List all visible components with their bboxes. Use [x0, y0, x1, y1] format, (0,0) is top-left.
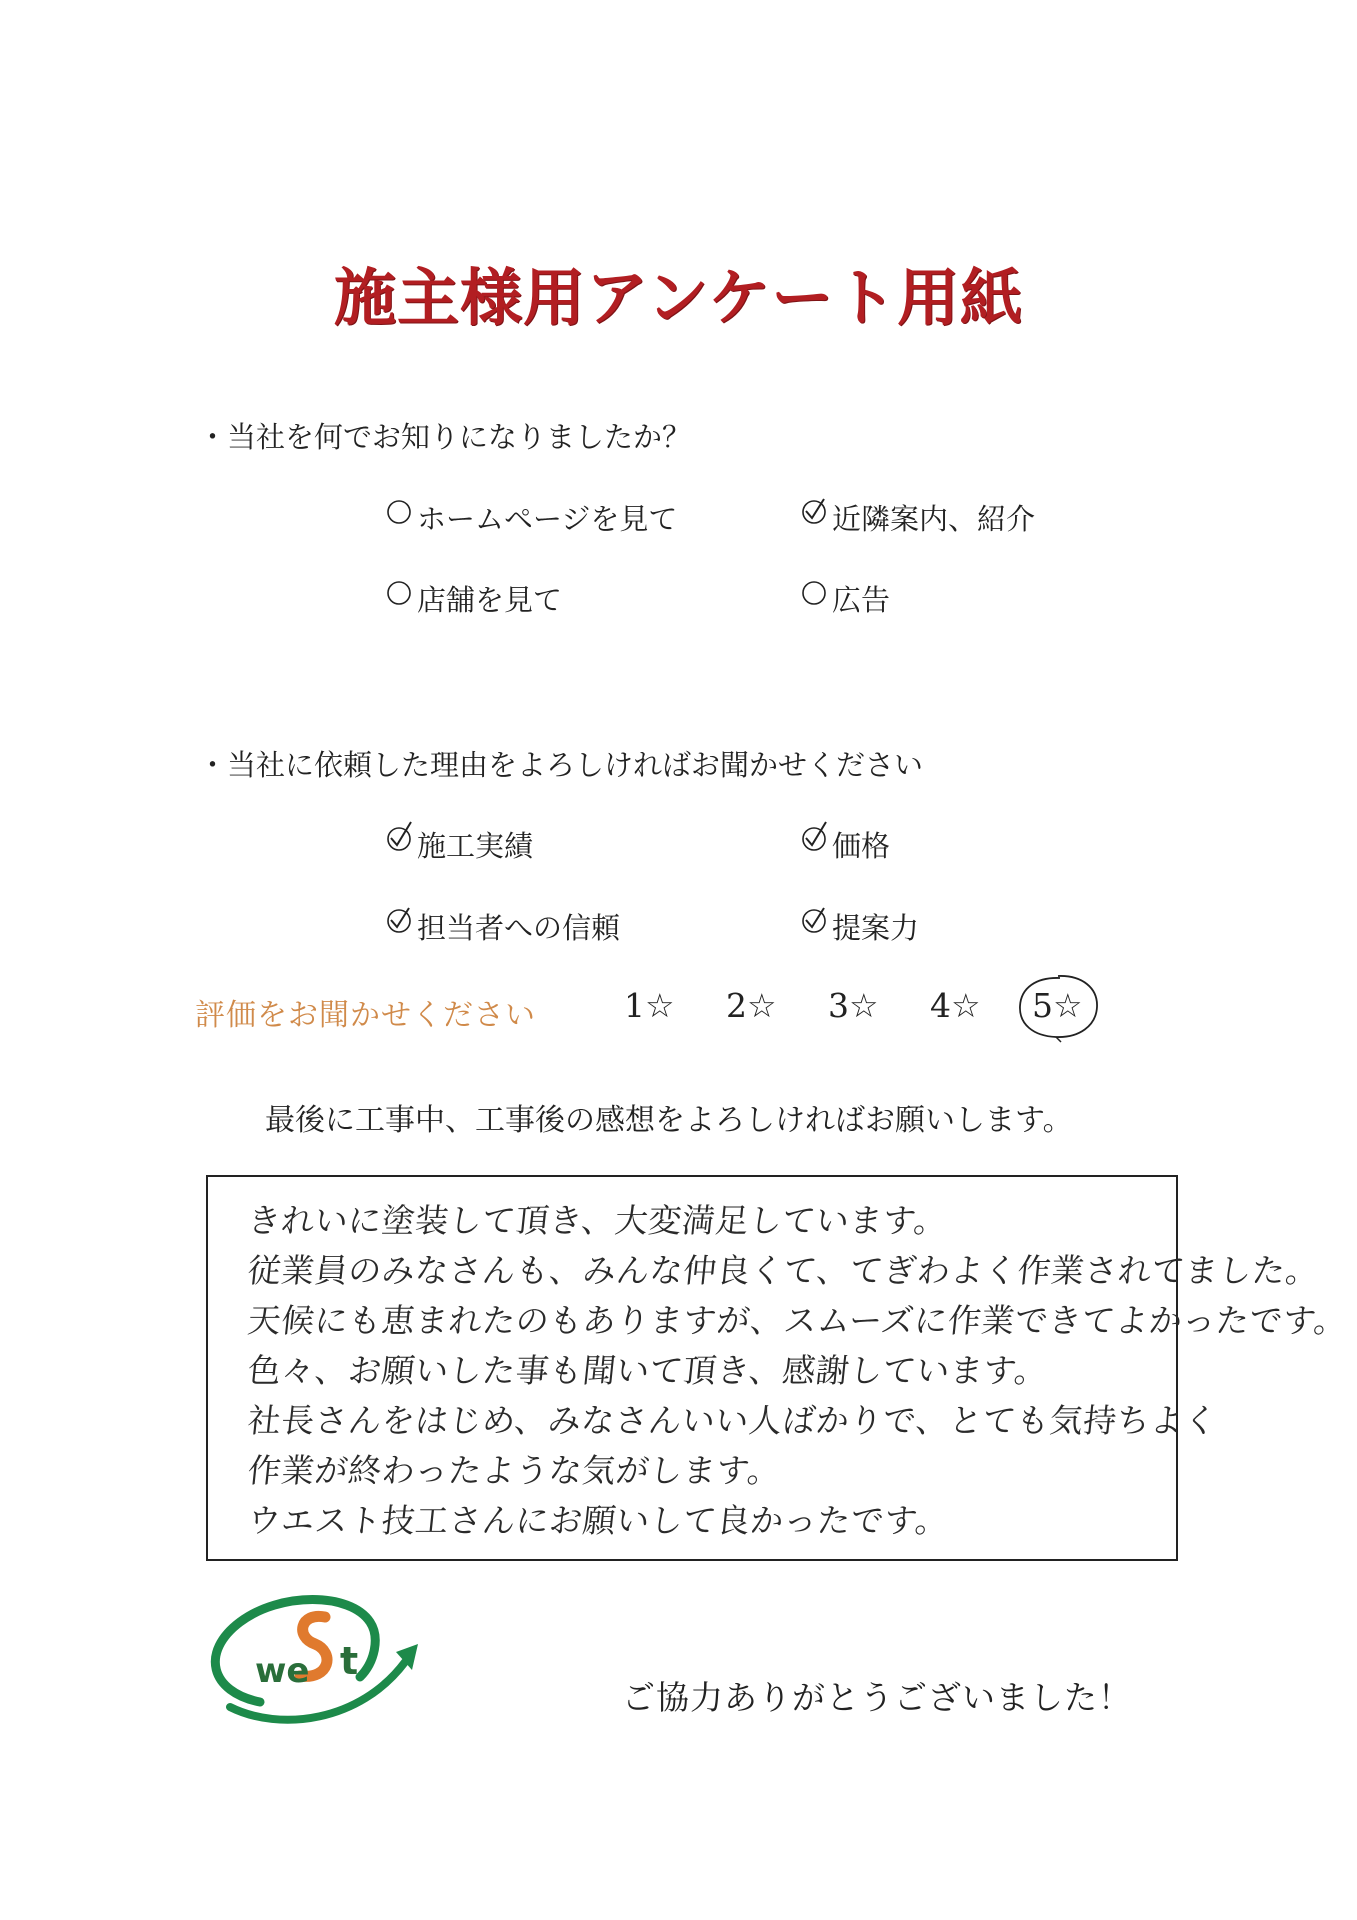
rating-option-2[interactable]: 2☆	[726, 986, 777, 1025]
option-neighborhood-referral[interactable]	[800, 497, 1035, 538]
option-store[interactable]	[385, 578, 562, 619]
option-proposal-ability[interactable]	[800, 906, 919, 947]
comment-line: ウエスト技工さんにお願いして良かったです。	[245, 1501, 951, 1540]
survey-title: 施主様用アンケート用紙	[333, 261, 1024, 334]
option-label: 広告	[832, 583, 891, 617]
question-reason: ・当社に依頼した理由をよろしければお聞かせください	[198, 748, 924, 782]
comment-line: 天候にも恵まれたのもありますが、スムーズに作業できてよかったです。	[245, 1301, 1350, 1340]
circle-icon	[385, 584, 415, 614]
checked-circle-icon	[800, 912, 830, 942]
circle-icon	[385, 503, 415, 533]
comment-line: きれいに塗装して頂き、大変満足しています。	[245, 1201, 950, 1240]
rating-option-5[interactable]: 5☆	[1032, 986, 1083, 1025]
option-label: 提案力	[832, 911, 920, 945]
company-logo	[200, 1582, 430, 1742]
comments-box	[206, 1175, 1350, 1561]
option-trust-in-staff[interactable]	[385, 906, 620, 947]
question-how-heard: ・当社を何でお知りになりましたか？	[198, 420, 692, 454]
option-label: 近隣案内、紹介	[832, 502, 1036, 536]
option-homepage[interactable]	[385, 497, 677, 538]
rating-label: 評価をお聞かせください	[195, 998, 536, 1033]
thank-you-message: ご協力ありがとうございました！	[622, 1678, 1132, 1717]
checked-circle-icon	[385, 912, 415, 942]
svg-text:we: we	[255, 1651, 310, 1691]
comment-line: 色々、お願いした事も聞いて頂き、感謝しています。	[245, 1351, 1050, 1390]
option-track-record[interactable]	[385, 824, 533, 865]
option-label: 価格	[832, 829, 891, 863]
comment-line: 従業員のみなさんも、みんな仲良くて、てぎわよく作業されてました。	[245, 1251, 1322, 1290]
option-advertisement[interactable]	[800, 578, 890, 619]
option-label: 担当者への信頼	[417, 911, 621, 945]
selected-rating-circle	[1016, 972, 1100, 1042]
comment-line: 社長さんをはじめ、みなさんいい人ばかりで、とても気持ちよく	[245, 1401, 1220, 1440]
option-price[interactable]	[800, 824, 890, 865]
rating-option-3[interactable]: 3☆	[828, 986, 879, 1025]
checked-circle-icon	[800, 830, 830, 860]
checked-circle-icon	[385, 830, 415, 860]
rating-option-1[interactable]: 1☆	[624, 986, 675, 1025]
comment-line: 作業が終わったような気がします。	[245, 1451, 783, 1490]
option-label: 施工実績	[417, 829, 534, 863]
option-label: ホームページを見て	[417, 502, 678, 536]
checked-circle-icon	[800, 503, 830, 533]
circle-icon	[800, 584, 830, 614]
rating-option-4[interactable]: 4☆	[930, 986, 981, 1025]
option-label: 店舗を見て	[417, 583, 563, 617]
svg-text:t: t	[340, 1639, 359, 1683]
comments-prompt: 最後に工事中、工事後の感想をよろしければお願いします。	[265, 1103, 1073, 1138]
